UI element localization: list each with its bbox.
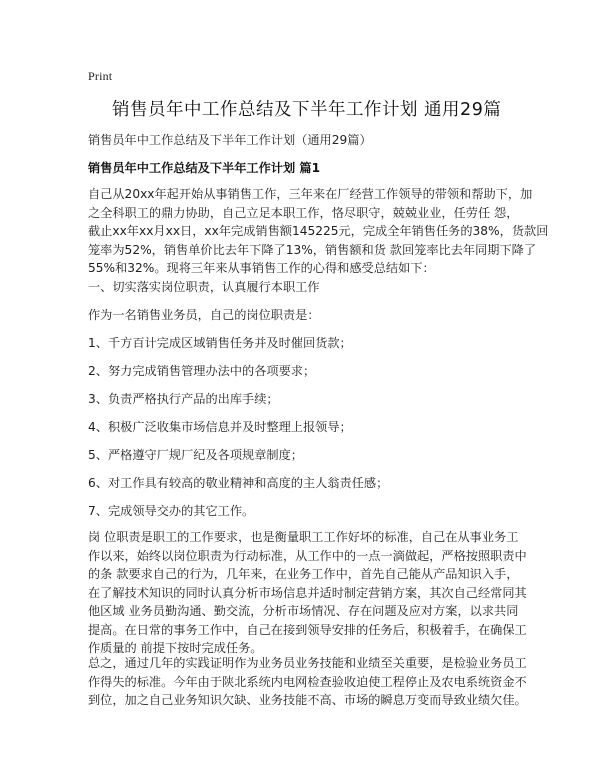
duty-item: 1、千方百计完成区域销售任务并及时催回货款； xyxy=(88,336,352,350)
paragraph-line: 岗 位职责是职工的工作要求，也是衡量职工工作好坏的标准，自己在从事业务工 xyxy=(88,530,519,544)
paragraph-line: 作得失的标准。今年由于陕北系统内电网检查验收迫使工程停止及农电系统资金不 xyxy=(88,674,527,689)
paragraph-line: 截止xx年xx月xx日，xx年完成销售额145225元，完成全年销售任务的38%，货款回 xyxy=(88,224,549,238)
heading-one: 一、切实落实岗位职责，认真履行本职工作 xyxy=(88,280,320,294)
duty-item: 5、严格遵守厂规厂纪及各项规章制度； xyxy=(88,448,303,462)
summary-paragraph xyxy=(88,654,527,710)
paragraph-line: 提高。在日常的事务工作中，自己在接到领导安排的任务后，积极着手，在确保工 xyxy=(88,622,527,637)
duty-item: 3、负责严格执行产品的出库手续； xyxy=(88,392,279,406)
duties-intro: 作为一名销售业务员，自己的岗位职责是： xyxy=(88,308,320,322)
paragraph-line: 笼率为52%，销售单价比去年下降了13%，销售额和货 款回笼率比去年同期下降了 xyxy=(88,242,537,257)
paragraph-line: 作质量的 前提下按时完成任务。 xyxy=(88,641,263,655)
document-subtitle: 销售员年中工作总结及下半年工作计划（通用29篇） xyxy=(88,133,372,147)
print-label[interactable]: Print xyxy=(88,69,113,83)
paragraph-line: 自己从20xx年起开始从事销售工作，三年来在厂经营工作领导的带领和帮助下，加 xyxy=(88,187,533,201)
duty-item: 7、完成领导交办的其它工作。 xyxy=(88,504,255,518)
paragraph-line: 在了解技术知识的同时认真分析市场信息并适时制定营销方案，其次自己经常同其 xyxy=(88,585,527,600)
paragraph-line: 之全科职工的鼎力协助，自己立足本职工作，恪尽职守，兢兢业业，任劳任 怨， xyxy=(88,205,519,220)
paragraph-line: 作以来，始终以岗位职责为行动标准，从工作中的一点一滴做起，严格按照职责中 xyxy=(88,548,527,563)
paragraph-line: 他区域 业务员勤沟通、勤交流，分析市场情况、存在问题及应对方案，以求共同 xyxy=(88,604,519,618)
paragraph-line: 总之，通过几年的实践证明作为业务员业务技能和业绩至关重要，是检验业务员工 xyxy=(88,656,527,670)
paragraph-line: 到位，加之自己业务知识欠缺、业务技能不高、市场的瞬息万变而导致业绩欠佳。 xyxy=(88,693,527,707)
intro-paragraph xyxy=(88,185,549,278)
duty-item: 4、积极广泛收集市场信息并及时整理上报领导； xyxy=(88,420,352,434)
duty-paragraph xyxy=(88,528,527,658)
document-title: 销售员年中工作总结及下半年工作计划 通用29篇 xyxy=(112,100,502,120)
duty-item: 2、努力完成销售管理办法中的各项要求； xyxy=(88,364,316,378)
paragraph-line: 的条 款要求自己的行为，几年来，在业务工作中，首先自己能从产品知识入手， xyxy=(88,567,519,581)
section-title: 销售员年中工作总结及下半年工作计划 篇1 xyxy=(88,161,321,175)
duty-item: 6、对工作具有较高的敬业精神和高度的主人翁责任感； xyxy=(88,476,389,490)
paragraph-line: 55%和32%。现将三年来从事销售工作的心得和感受总结如下： xyxy=(88,261,435,275)
